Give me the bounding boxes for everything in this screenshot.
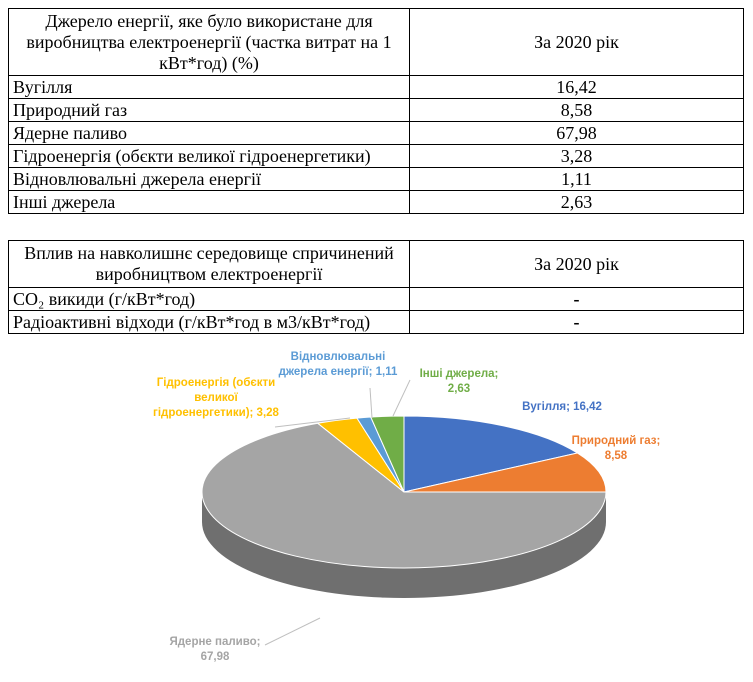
row-label: CO₂ викиди (г/кВт*год) bbox=[9, 288, 410, 311]
row-label: Вугілля bbox=[9, 76, 410, 99]
pie-slices bbox=[202, 416, 606, 568]
year-column-header: За 2020 рік bbox=[410, 9, 744, 76]
energy-source-table bbox=[8, 8, 744, 214]
environment-impact-table bbox=[8, 240, 744, 334]
table-row bbox=[9, 288, 744, 311]
row-label: Інші джерела bbox=[9, 191, 410, 214]
data-label: Відновлювальні джерела енергії; 1,11 bbox=[278, 351, 398, 378]
row-value: 1,11 bbox=[410, 168, 744, 191]
data-label: Гідроенергія (обєкти великої гідроенергетики); 3,28 bbox=[153, 377, 279, 419]
row-value: - bbox=[410, 311, 744, 334]
table-row bbox=[9, 168, 744, 191]
table-row bbox=[9, 311, 744, 334]
row-label: Гідроенергія (обєкти великої гідроенергетики) bbox=[9, 145, 410, 168]
table-header-row bbox=[9, 241, 744, 288]
data-label: Інші джерела; 2,63 bbox=[419, 368, 499, 395]
data-label: Природний газ; 8,58 bbox=[571, 435, 661, 462]
table-row bbox=[9, 76, 744, 99]
row-value: 67,98 bbox=[410, 122, 744, 145]
row-label: Природний газ bbox=[9, 99, 410, 122]
row-value: 3,28 bbox=[410, 145, 744, 168]
row-label: Ядерне паливо bbox=[9, 122, 410, 145]
row-value: 2,63 bbox=[410, 191, 744, 214]
data-label: Ядерне паливо; 67,98 bbox=[169, 636, 261, 663]
leader-line bbox=[265, 618, 320, 645]
row-value: - bbox=[410, 288, 744, 311]
year-column-header: За 2020 рік bbox=[410, 241, 744, 288]
table-row bbox=[9, 99, 744, 122]
table-row bbox=[9, 122, 744, 145]
table-row bbox=[9, 191, 744, 214]
row-value: 16,42 bbox=[410, 76, 744, 99]
impact-column-header: Вплив на навколишнє середовище спричинений виробництвом електроенергії bbox=[9, 241, 410, 288]
leader-line bbox=[370, 388, 372, 418]
source-column-header: Джерело енергії, яке було використане для виробництва електроенергії (частка витрат на 1 кВт*год) (%) bbox=[9, 9, 410, 76]
leader-line bbox=[393, 380, 410, 416]
energy-pie-chart bbox=[0, 340, 753, 680]
row-label: Радіоактивні відходи (г/кВт*год в м3/кВт*год) bbox=[9, 311, 410, 334]
table-header-row bbox=[9, 9, 744, 76]
data-label: Вугілля; 16,42 bbox=[522, 401, 602, 413]
row-label: Відновлювальні джерела енергії bbox=[9, 168, 410, 191]
row-value: 8,58 bbox=[410, 99, 744, 122]
table-row bbox=[9, 145, 744, 168]
